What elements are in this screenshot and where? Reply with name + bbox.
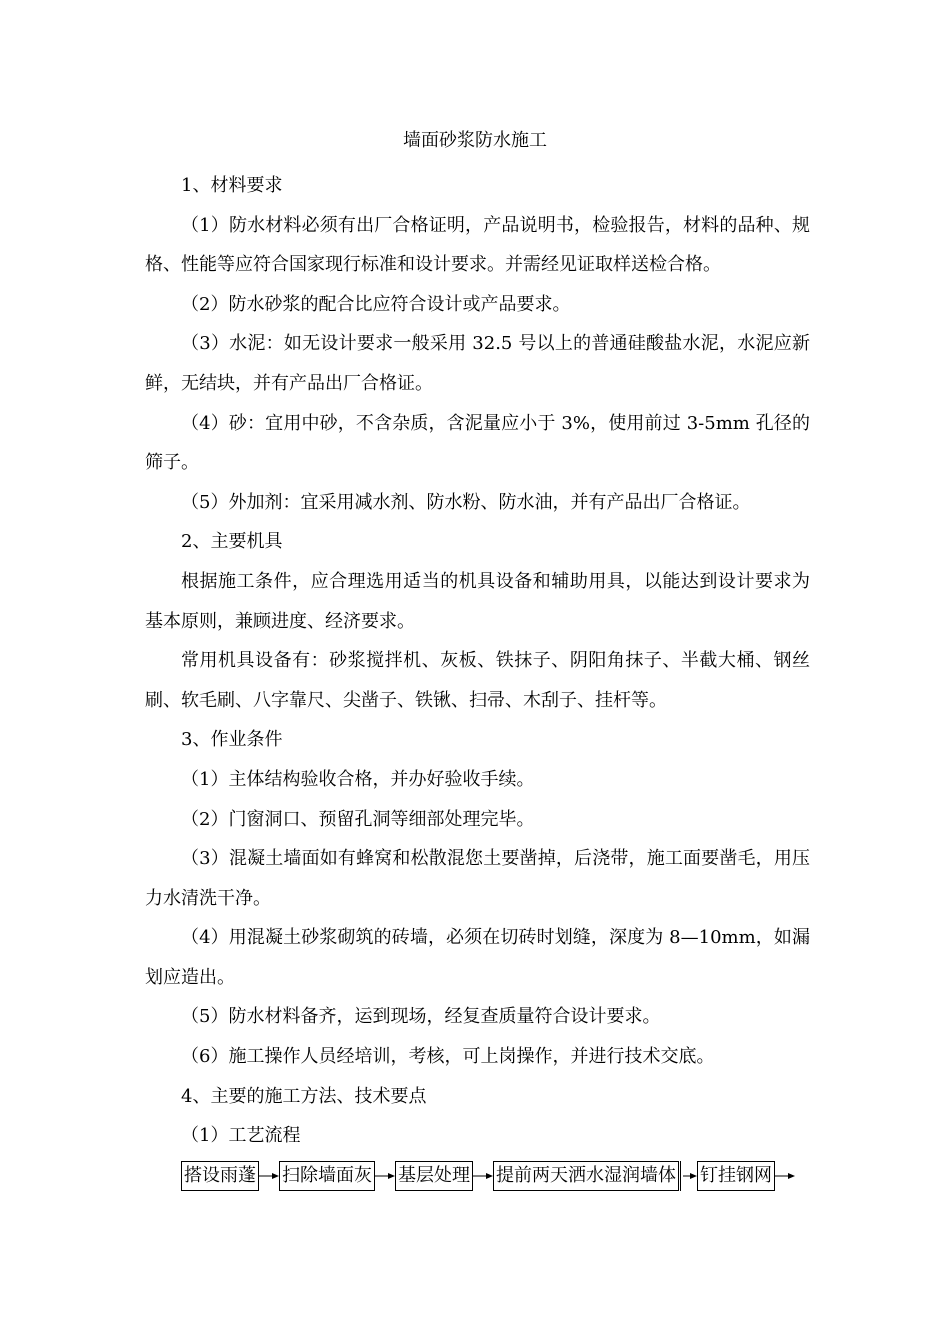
section-heading-conditions: 3、作业条件 — [181, 729, 283, 751]
paragraph: （5）防水材料备齐，运到现场，经复查质量符合设计要求。 — [181, 1006, 661, 1028]
paragraph: （4）用混凝土砂浆砌筑的砖墙，必须在切砖时划缝，深度为 8—10mm，如漏划应造出。 — [145, 927, 810, 988]
section-heading-tools: 2、主要机具 — [181, 531, 283, 553]
flow-step-box: 搭设雨蓬 — [181, 1161, 259, 1191]
paragraph: （1）工艺流程 — [181, 1125, 301, 1147]
paragraph: （2）门窗洞口、预留孔洞等细部处理完毕。 — [181, 808, 535, 830]
flow-step-box: 钉挂钢网 — [697, 1161, 775, 1191]
paragraph: （2）防水砂浆的配合比应符合设计或产品要求。 — [181, 293, 571, 315]
arrow-right-icon — [375, 1160, 395, 1192]
arrow-right-icon — [259, 1160, 279, 1192]
arrow-right-icon — [775, 1160, 795, 1192]
arrow-right-icon — [473, 1160, 493, 1192]
paragraph: （3）水泥：如无设计要求一般采用 32.5 号以上的普通硅酸盐水泥，水泥应新鲜，无结块，并有产品出厂合格证。 — [145, 333, 810, 394]
paragraph: （3）混凝土墙面如有蜂窝和松散混您土要凿掉，后浇带，施工面要凿毛，用压力水清洗干净。 — [145, 848, 810, 909]
section-heading-methods: 4、主要的施工方法、技术要点 — [181, 1085, 427, 1107]
flow-step-box: 基层处理 — [395, 1161, 473, 1191]
flow-step-box: 提前两天洒水湿润墙体 — [493, 1161, 679, 1191]
paragraph: （6）施工操作人员经培训，考核，可上岗操作，并进行技术交底。 — [181, 1046, 715, 1068]
paragraph: （4）砂：宜用中砂，不含杂质，含泥量应小于 3%，使用前过 3-5mm 孔径的筛子。 — [145, 412, 810, 474]
document-title: 墙面砂浆防水施工 — [403, 130, 547, 151]
flow-divider-line — [680, 1161, 681, 1191]
paragraph: 常用机具设备有：砂浆搅拌机、灰板、铁抹子、阴阳角抹子、半截大桶、钢丝刷、软毛刷、八字靠尺、尖凿子、铁锹、扫帚、木刮子、挂杆等。 — [145, 650, 810, 711]
process-flow-diagram — [181, 1160, 795, 1192]
arrow-right-icon — [683, 1160, 697, 1192]
paragraph: （5）外加剂：宜采用减水剂、防水粉、防水油，并有产品出厂合格证。 — [181, 491, 751, 513]
document-body — [145, 166, 810, 1156]
section-heading-materials: 1、材料要求 — [181, 175, 283, 196]
paragraph: （1）主体结构验收合格，并办好验收手续。 — [181, 768, 535, 790]
paragraph: 根据施工条件，应合理选用适当的机具设备和辅助用具，以能达到设计要求为基本原则，兼顾进度、经济要求。 — [145, 570, 810, 632]
paragraph: （1）防水材料必须有出厂合格证明，产品说明书，检验报告，材料的品种、规格、性能等应符合国家现行标准和设计要求。并需经见证取样送检合格。 — [145, 214, 810, 276]
flow-step-box: 扫除墙面灰 — [279, 1161, 375, 1191]
